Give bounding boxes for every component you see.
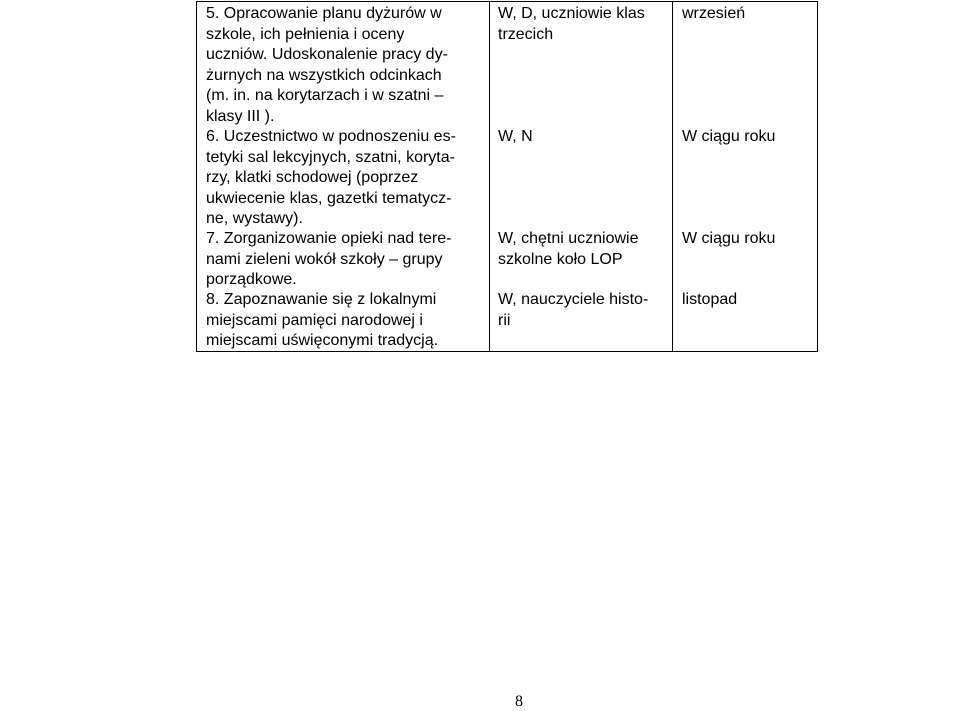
task-cell-content <box>197 2 489 351</box>
responsible-text: W, N <box>498 128 533 145</box>
deadline-text: listopad <box>682 291 738 308</box>
deadline-cell <box>673 2 818 352</box>
task-text: 5. Opracowanie planu dyżurów w szkole, ich pełnienia i oceny uczniów. Udoskonalenie pracy dy- żurnych na wszystkich odcinkach (m. in. na korytarzach i w szatni – klasy III ). <box>206 5 448 125</box>
task-text: 7. Zorganizowanie opieki nad tere- nami zieleni wokół szkoły – grupy porządkowe. <box>206 230 452 288</box>
deadline-text: wrzesień <box>682 5 746 22</box>
deadline-text: W ciągu roku <box>682 230 776 247</box>
task-cell <box>197 2 490 352</box>
responsible-text: W, nauczyciele histo- rii <box>498 291 649 329</box>
responsible-text: W, chętni uczniowie szkolne koło LOP <box>498 230 639 268</box>
page-number: 8 <box>515 693 523 710</box>
task-text: 8. Zapoznawanie się z lokalnymi miejscami pamięci narodowej i miejscami uświęconymi tradycją. <box>206 291 439 349</box>
responsible-text: W, D, uczniowie klas trzecich <box>498 5 645 43</box>
deadline-cell-content <box>673 2 817 351</box>
table-row <box>197 2 818 352</box>
responsible-cell-content <box>490 2 672 351</box>
deadline-text: W ciągu roku <box>682 128 776 145</box>
task-text: 6. Uczestnictwo w podnoszeniu es- tetyki sal lekcyjnych, szatni, koryta- rzy, klatki schodowej (poprzez ukwiecenie klas, gazetki tematycz- ne, wystawy). <box>206 128 456 227</box>
responsible-cell <box>490 2 673 352</box>
duty-plan-table <box>196 1 818 352</box>
